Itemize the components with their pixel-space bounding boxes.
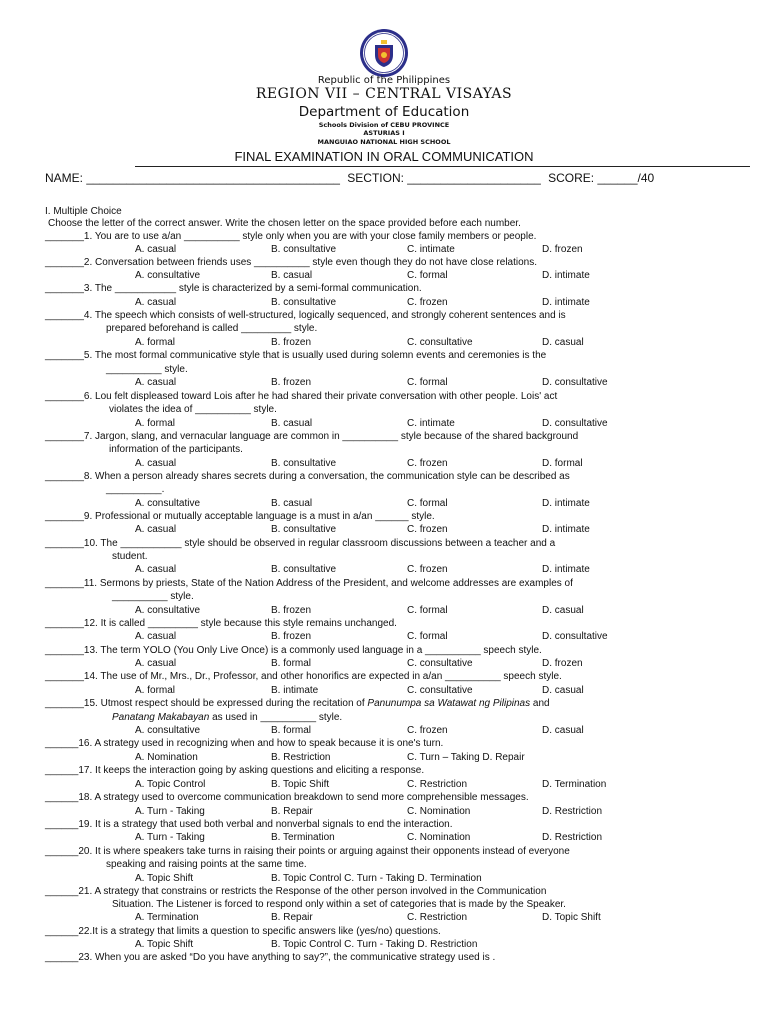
option-6d: D. consultative: [542, 418, 608, 429]
option-8c: C. formal: [407, 498, 448, 509]
option-21b: B. Repair: [271, 912, 313, 923]
deped-seal-logo: [359, 28, 409, 78]
option-9b: B. consultative: [271, 524, 337, 535]
option-8b: B. casual: [271, 498, 313, 509]
option-4d: D. casual: [542, 337, 584, 348]
option-19b: B. Termination: [271, 832, 335, 843]
question-18: ______18. A strategy used to overcome communication breakdown to send more comprehensible messages.: [45, 792, 529, 803]
option-9a: A. casual: [135, 524, 177, 535]
question-23: ______23. When you are asked “Do you have anything to say?”, the communicative strategy used is .: [45, 952, 496, 963]
question-21: ______21. A strategy that constrains or restricts the Response of the other person involved in the Communication: [45, 886, 547, 897]
question-17: ______17. It keeps the interaction going by asking questions and eliciting a response.: [45, 765, 425, 776]
option-15d: D. casual: [542, 725, 584, 736]
option-6b: B. casual: [271, 418, 313, 429]
option-15c: C. frozen: [407, 725, 448, 736]
option-17b: B. Topic Shift: [271, 779, 330, 790]
option-14b: B. intimate: [271, 685, 319, 696]
question-8: _______8. When a person already shares secrets during a conversation, the communication style can be described as: [45, 471, 570, 482]
section-title: I. Multiple Choice: [45, 206, 122, 217]
department-line: Department of Education: [298, 104, 470, 120]
option-1b: B. consultative: [271, 244, 337, 255]
question-8-cont: __________.: [106, 484, 165, 495]
exam-title: FINAL EXAMINATION IN ORAL COMMUNICATION: [234, 149, 534, 164]
option-2d: D. intimate: [542, 270, 590, 281]
school-line: MANGUIAO NATIONAL HIGH SCHOOL: [317, 138, 451, 146]
option-1d: D. frozen: [542, 244, 583, 255]
option-8d: D. intimate: [542, 498, 590, 509]
option-5c: C. formal: [407, 377, 448, 388]
question-1: _______1. You are to use a/an __________ style only when you are with your close family members or people.: [45, 231, 537, 242]
region-line: REGION VII – CENTRAL VISAYAS: [255, 86, 513, 102]
option-17a: A. Topic Control: [135, 779, 206, 790]
question-15-cont: Panatang Makabayan as used in __________ style.: [112, 712, 343, 723]
option-5a: A. casual: [135, 377, 177, 388]
option-16c: C. Turn – Taking D. Repair: [407, 752, 525, 763]
question-21-cont: Situation. The Listener is forced to respond only within a set of categories that is made by the Speaker.: [112, 899, 566, 910]
option-7a: A. casual: [135, 458, 177, 469]
option-11d: D. casual: [542, 605, 584, 616]
option-1c: C. intimate: [407, 244, 455, 255]
option-17c: C. Restriction: [407, 779, 468, 790]
option-14c: C. consultative: [407, 685, 473, 696]
district-line: ASTURIAS I: [363, 129, 405, 137]
option-13b: B. formal: [271, 658, 312, 669]
option-6c: C. intimate: [407, 418, 455, 429]
question-15: _______15. Utmost respect should be expressed during the recitation of Panunumpa sa Watawat ng Pilipinas and: [45, 698, 550, 709]
question-5: _______5. The most formal communicative style that is usually used during solemn events and ceremonies is the: [45, 350, 547, 361]
option-9d: D. intimate: [542, 524, 590, 535]
option-4b: B. frozen: [271, 337, 312, 348]
option-7d: D. formal: [542, 458, 583, 469]
instructions: Choose the letter of the correct answer. Write the chosen letter on the space provided before each number.: [48, 218, 521, 229]
question-13: _______13. The term YOLO (You Only Live Once) is a commonly used language in a __________ speech style.: [45, 645, 542, 656]
option-19c: C. Nomination: [407, 832, 471, 843]
name-field[interactable]: NAME: ______________________________________: [45, 171, 340, 185]
question-16: ______16. A strategy used in recognizing when and how to speak because it is one's turn.: [45, 738, 444, 749]
question-6-cont: violates the idea of __________ style.: [109, 404, 277, 415]
option-22b: B. Topic Control C. Turn - Taking D. Restriction: [271, 939, 478, 950]
question-4-cont: prepared beforehand is called _________ style.: [106, 323, 318, 334]
option-13a: A. casual: [135, 658, 177, 669]
option-2a: A. consultative: [135, 270, 201, 281]
republic-line: Republic of the Philippines: [317, 75, 451, 86]
option-13d: D. frozen: [542, 658, 583, 669]
option-16b: B. Restriction: [271, 752, 331, 763]
option-3b: B. consultative: [271, 297, 337, 308]
option-22a: A. Topic Shift: [135, 939, 194, 950]
option-11a: A. consultative: [135, 605, 201, 616]
question-11-cont: __________ style.: [112, 591, 194, 602]
option-18b: B. Repair: [271, 806, 313, 817]
option-19a: A. Turn - Taking: [135, 832, 205, 843]
question-20: ______20. It is where speakers take turns in raising their points or arguing against their opponents instead of everyone: [45, 846, 570, 857]
option-18d: D. Restriction: [542, 806, 603, 817]
option-21a: A. Termination: [135, 912, 199, 923]
option-12d: D. consultative: [542, 631, 608, 642]
option-11c: C. formal: [407, 605, 448, 616]
option-14d: D. casual: [542, 685, 584, 696]
option-15a: A. consultative: [135, 725, 201, 736]
option-3c: C. frozen: [407, 297, 448, 308]
option-7c: C. frozen: [407, 458, 448, 469]
option-15b: B. formal: [271, 725, 312, 736]
option-20a: A. Topic Shift: [135, 873, 194, 884]
option-12a: A. casual: [135, 631, 177, 642]
question-6: _______6. Lou felt displeased toward Lois after he had shared their private conversation with other people. Lois' act: [45, 391, 558, 402]
question-10-cont: student.: [112, 551, 148, 562]
question-2: _______2. Conversation between friends uses __________ style even though they do not have close relations.: [45, 257, 538, 268]
option-4a: A. formal: [135, 337, 176, 348]
option-13c: C. consultative: [407, 658, 473, 669]
question-7-cont: information of the participants.: [109, 444, 243, 455]
question-12: _______12. It is called _________ style because this style remains unchanged.: [45, 618, 397, 629]
option-11b: B. frozen: [271, 605, 312, 616]
option-5d: D. consultative: [542, 377, 608, 388]
option-6a: A. formal: [135, 418, 176, 429]
option-4c: C. consultative: [407, 337, 473, 348]
option-10b: B. consultative: [271, 564, 337, 575]
question-20-cont: speaking and raising points at the same time.: [106, 859, 307, 870]
question-5-cont: __________ style.: [106, 364, 188, 375]
question-19: ______19. It is a strategy that used both verbal and nonverbal signals to end the interaction.: [45, 819, 453, 830]
option-14a: A. formal: [135, 685, 176, 696]
option-2c: C. formal: [407, 270, 448, 281]
question-10: _______10. The ___________ style should be observed in regular classroom discussions between a teacher and a: [45, 538, 556, 549]
score-field[interactable]: SCORE: ______/40: [548, 171, 655, 185]
option-18c: C. Nomination: [407, 806, 471, 817]
option-21d: D. Topic Shift: [542, 912, 601, 923]
option-17d: D. Termination: [542, 779, 607, 790]
option-9c: C. frozen: [407, 524, 448, 535]
option-10c: C. frozen: [407, 564, 448, 575]
option-8a: A. consultative: [135, 498, 201, 509]
header-divider: [135, 166, 750, 167]
question-9: _______9. Professional or mutually acceptable language is a must in a/an ______ style.: [45, 511, 435, 522]
option-7b: B. consultative: [271, 458, 337, 469]
option-10a: A. casual: [135, 564, 177, 575]
question-3: _______3. The ___________ style is characterized by a semi-formal communication.: [45, 283, 422, 294]
question-4: _______4. The speech which consists of well-structured, logically sequenced, and strongly coherent sentences and is: [45, 310, 566, 321]
option-18a: A. Turn - Taking: [135, 806, 205, 817]
option-12c: C. formal: [407, 631, 448, 642]
option-5b: B. frozen: [271, 377, 312, 388]
option-16a: A. Nomination: [135, 752, 198, 763]
question-7: _______7. Jargon, slang, and vernacular language are common in __________ style because of the shared background: [45, 431, 579, 442]
option-3a: A. casual: [135, 297, 177, 308]
question-14: _______14. The use of Mr., Mrs., Dr., Professor, and other honorifics are expected in a/an __________ speech style.: [45, 671, 562, 682]
option-2b: B. casual: [271, 270, 313, 281]
option-12b: B. frozen: [271, 631, 312, 642]
option-21c: C. Restriction: [407, 912, 468, 923]
division-line: Schools Division of CEBU PROVINCE: [318, 121, 450, 129]
section-field[interactable]: SECTION: ____________________: [347, 171, 541, 185]
option-20b: B. Topic Control C. Turn - Taking D. Termination: [271, 873, 482, 884]
student-info-line: [45, 171, 654, 185]
option-3d: D. intimate: [542, 297, 590, 308]
option-19d: D. Restriction: [542, 832, 603, 843]
question-22: ______22.It is a strategy that limits a question to specific answers like (yes/no) questions.: [45, 926, 441, 937]
option-1a: A. casual: [135, 244, 177, 255]
question-11: _______11. Sermons by priests, State of the Nation Address of the President, and welcome addresses are examples of: [45, 578, 573, 589]
option-10d: D. intimate: [542, 564, 590, 575]
